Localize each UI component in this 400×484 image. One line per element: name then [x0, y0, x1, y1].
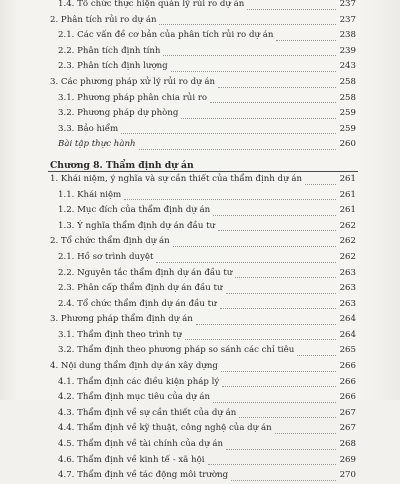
- toc-leader-dots: [218, 215, 336, 232]
- toc-leader-dots: [173, 230, 336, 247]
- toc-entry: [0, 406, 400, 422]
- toc-section-appraisal: [0, 172, 400, 484]
- toc-leader-dots: [159, 9, 336, 26]
- toc-entry: [0, 375, 400, 391]
- toc-leader-dots: [121, 118, 336, 135]
- toc-leader-dots: [226, 277, 336, 294]
- toc-page-number: 238: [339, 30, 356, 41]
- toc-leader-dots: [231, 464, 336, 481]
- toc-leader-dots: [196, 308, 336, 325]
- toc-entry-label: 2.3. Phân tích định lượng: [58, 61, 168, 72]
- toc-entry: [0, 13, 400, 29]
- toc-leader-dots: [156, 246, 336, 263]
- toc-entry-label: 3.1. Phương pháp phân chia rủi ro: [58, 92, 208, 103]
- toc-entry-label: 4.7. Thẩm định về tác động môi trường: [58, 470, 229, 481]
- toc-entry-label: 4.2. Thẩm định mục tiêu của dự án: [58, 392, 211, 403]
- toc-leader-dots: [208, 449, 336, 466]
- toc-page-number: 263: [339, 283, 356, 294]
- toc-leader-dots: [235, 262, 336, 279]
- toc-page-number: 259: [339, 123, 356, 134]
- toc-page-number: 237: [339, 14, 356, 25]
- toc-entry-label: 2.3. Phân cấp thẩm định dự án đầu tư: [58, 283, 223, 294]
- toc-entry-label: 3. Phương pháp thẩm định dự án: [50, 314, 193, 325]
- toc-leader-dots: [222, 371, 336, 388]
- toc-entry-label: 3.2. Thẩm định theo phương pháp so sánh các chỉ tiêu: [58, 345, 295, 356]
- chapter-heading: [0, 153, 400, 172]
- toc-entry-label: 1.2. Mục đích của thẩm định dự án: [58, 205, 211, 216]
- toc-entry-label: 2. Phân tích rủi ro dự án: [50, 14, 157, 25]
- toc-entry-label: 4.1. Thẩm định các điều kiện pháp lý: [58, 376, 220, 387]
- toc-entry-label: 3. Các phương pháp xử lý rủi ro dự án: [50, 76, 216, 87]
- toc-leader-dots: [181, 102, 336, 119]
- toc-entry-label: 2.2. Nguyên tắc thẩm định dự án đầu tư: [58, 267, 233, 278]
- toc-entry-label: 1. Khái niệm, ý nghĩa và sự cần thiết của thẩm định dự án: [50, 173, 302, 184]
- toc-entry: [0, 266, 400, 282]
- toc-leader-dots: [213, 199, 336, 216]
- toc-entry-label: 4.4. Thẩm định về kỹ thuật, công nghệ của dự án: [58, 423, 272, 434]
- toc-leader-dots: [124, 184, 336, 201]
- toc-page-number: 258: [339, 92, 356, 103]
- toc-leader-dots: [239, 402, 336, 419]
- toc-entry-label: 2.4. Tổ chức thẩm định dự án đầu tư: [58, 298, 217, 309]
- toc-leader-dots: [218, 71, 336, 88]
- toc-entry-label: 4.5. Thẩm định về tài chính của dự án: [58, 439, 224, 450]
- toc-page-number: 262: [339, 251, 356, 262]
- toc-page-number: 263: [339, 298, 356, 309]
- toc-leader-dots: [171, 55, 336, 72]
- toc-leader-dots: [305, 168, 336, 185]
- toc-entry: [0, 250, 400, 266]
- toc-entry-label: 4.6. Thẩm định về kinh tế - xã hội: [58, 454, 205, 465]
- toc-leader-dots: [275, 417, 336, 434]
- toc-entry: [0, 343, 400, 359]
- toc-page-number: 239: [339, 45, 356, 56]
- toc-leader-dots: [226, 433, 336, 450]
- toc-leader-dots: [276, 24, 336, 41]
- toc-page-number: 266: [339, 361, 356, 372]
- toc-page-number: 263: [339, 267, 356, 278]
- toc-entry: [0, 59, 400, 75]
- toc-entry: [0, 203, 400, 219]
- toc-leader-dots: [210, 87, 336, 104]
- toc-leader-dots: [185, 324, 336, 341]
- toc-section-risk: [0, 0, 400, 153]
- toc-entry-label: 2.1. Hồ sơ trình duyệt: [58, 251, 154, 262]
- toc-page-number: 264: [339, 329, 356, 340]
- toc-entry: [0, 421, 400, 437]
- toc-entry: [0, 188, 400, 204]
- toc-entry-label: 4. Nội dung thẩm định dự án xây dựng: [50, 361, 218, 372]
- toc-page-number: 237: [339, 0, 356, 9]
- toc-leader-dots: [297, 339, 336, 356]
- toc-entry-label: 1.3. Ý nghĩa thẩm định dự án đầu tư: [58, 220, 216, 231]
- chapter-title: Chương 8. Thẩm định dự án: [50, 159, 194, 171]
- toc-entry: [0, 328, 400, 344]
- toc-page-number: 261: [339, 189, 356, 200]
- toc-page-number: 264: [339, 314, 356, 325]
- toc-page-number: 262: [339, 220, 356, 231]
- toc-entry-label: 1.1. Khái niệm: [58, 189, 122, 200]
- toc-page-number: 266: [339, 392, 356, 403]
- toc-leader-dots: [220, 293, 336, 310]
- toc-page-number: 267: [339, 423, 356, 434]
- toc-entry-label: 1.4. Tổ chức thực hiện quản lý rủi ro dự án: [58, 0, 245, 9]
- toc-entry-label: 2. Tổ chức thẩm định dự án: [50, 236, 170, 247]
- toc-page-number: 265: [339, 345, 356, 356]
- toc-entry-label: 3.2. Phương pháp dự phòng: [58, 108, 179, 119]
- toc-page-number: 260: [339, 139, 356, 150]
- toc-entry-label: 2.1. Các vấn đề cơ bản của phân tích rủi ro dự án: [58, 30, 274, 41]
- toc-entry: [0, 453, 400, 469]
- toc-page-number: 259: [339, 108, 356, 119]
- toc-page-number: 266: [339, 376, 356, 387]
- toc-entry-label: 3.1. Thẩm định theo trình tự: [58, 329, 182, 340]
- toc-page-number: 262: [339, 236, 356, 247]
- toc-entry: [0, 390, 400, 406]
- toc-leader-dots: [139, 133, 336, 150]
- toc-page-number: 269: [339, 454, 356, 465]
- toc-page-number: 261: [339, 205, 356, 216]
- toc-page-number: 258: [339, 76, 356, 87]
- toc-entry: [0, 281, 400, 297]
- toc-page-number: 270: [339, 470, 356, 481]
- toc-leader-dots: [163, 40, 336, 57]
- toc-entry: [0, 137, 400, 153]
- toc-entry: [0, 75, 400, 91]
- toc-leader-dots: [213, 386, 336, 403]
- toc-entry-label: 4.3. Thẩm định về sự cần thiết của dự án: [58, 407, 237, 418]
- toc-entry: [0, 359, 400, 375]
- toc-page-number: 261: [339, 173, 356, 184]
- toc-page-number: 243: [339, 61, 356, 72]
- toc-entry-label: 2.2. Phân tích định tính: [58, 45, 161, 56]
- toc-page-number: 267: [339, 407, 356, 418]
- toc-entry-label: Bài tập thực hành: [58, 139, 136, 150]
- toc-leader-dots: [221, 355, 336, 372]
- toc-entry-label: 3.3. Bảo hiểm: [58, 123, 119, 134]
- toc-entry: [0, 468, 400, 484]
- toc-entry: [0, 437, 400, 453]
- toc-page-number: 268: [339, 439, 356, 450]
